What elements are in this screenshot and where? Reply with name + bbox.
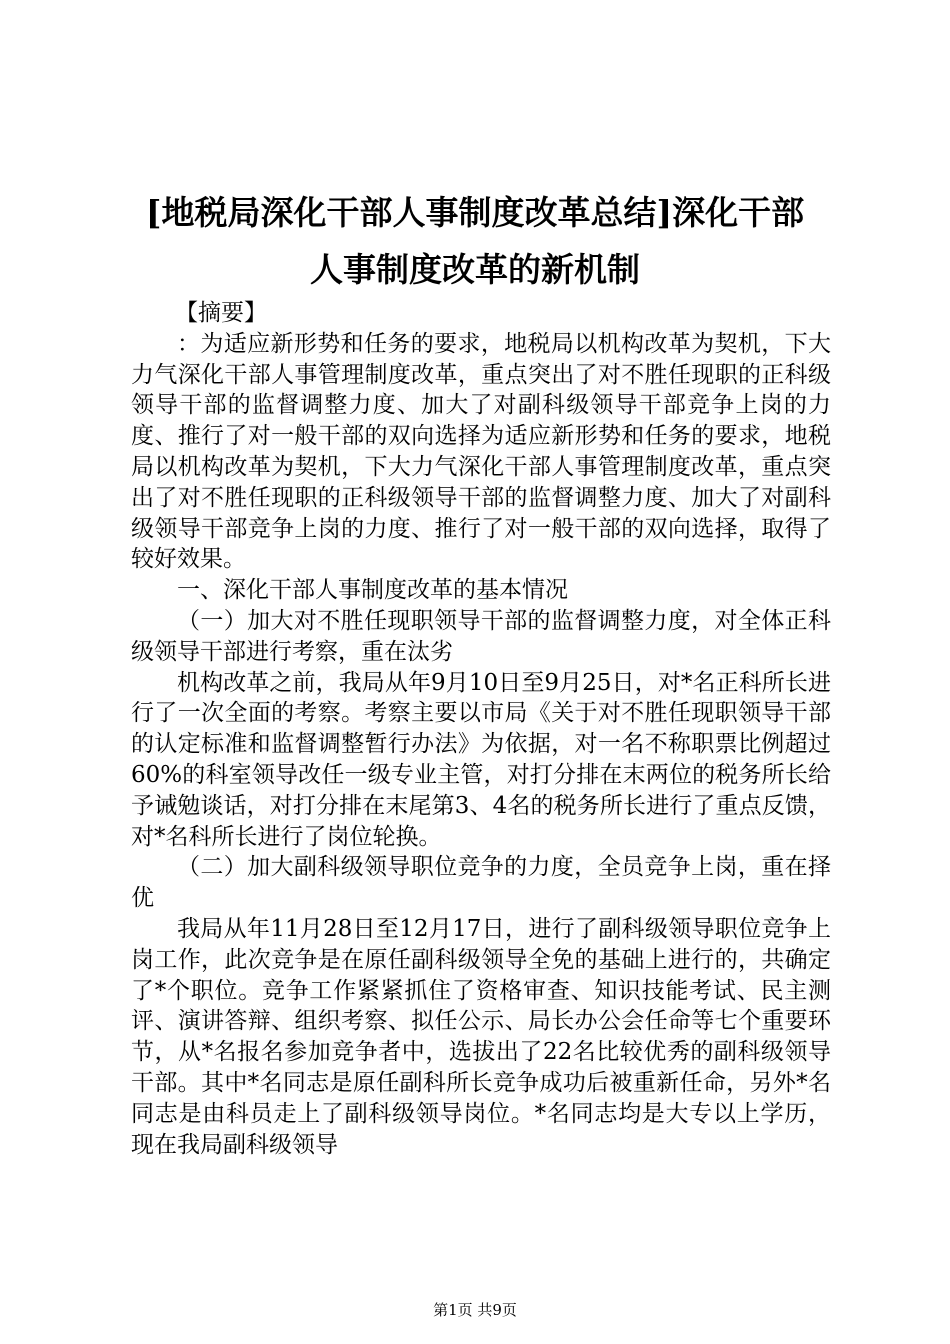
document-title-line-2: 人事制度改革的新机制 [310,250,640,289]
document-title-line-1: [地税局深化干部人事制度改革总结]深化干部 [145,193,805,232]
abstract-paragraph: ：为适应新形势和任务的要求，地税局以机构改革为契机，下大力气深化干部人事管理制度改革，重点突出了对不胜任现职的正科级领导干部的监督调整力度、加大了对副科级领导干部竞争上岗的力度、推行了对一般干部的双向选择为适应新形势和任务的要求，地税局以机构改革为契机，下大力气深化干部人事管理制度改革，重点突出了对不胜任现职的正科级领导干部的监督调整力度、加大了对副科级领导干部竞争上岗的力度、推行了对一般干部的双向选择，取得了较好效果。 [131,330,831,573]
subsection-body-2: 我局从年11月28日至12月17日，进行了副科级领导职位竞争上岗工作，此次竞争是在原任副科级领导全免的基础上进行的，共确定了*个职位。竞争工作紧紧抓住了资格审查、知识技能考试、民主测评、演讲答辩、组织考察、拟任公示、局长办公会任命等七个重要环节，从*名报名参加竞争者中，选拔出了22名比较优秀的副科级领导干部。其中*名同志是原任副科所长竞争成功后被重新任命，另外*名同志是由科员走上了副科级领导岗位。*名同志均是大专以上学历，现在我局副科级领导 [131,915,831,1158]
subsection-heading-2: （二）加大副科级领导职位竞争的力度，全员竞争上岗，重在择优 [131,854,831,912]
section-heading-1: 一、深化干部人事制度改革的基本情况 [177,577,568,604]
subsection-heading-1: （一）加大对不胜任现职领导干部的监督调整力度，对全体正科级领导干部进行考察，重在汰劣 [131,607,831,665]
document-body [131,298,831,1160]
subsection-body-1: 机构改革之前，我局从年9月10日至9月25日，对*名正科所长进行了一次全面的考察。考察主要以市局《关于对不胜任现职领导干部的认定标准和监督调整暂行办法》为依据，对一名不称职票比例超过60%的科室领导改任一级专业主管，对打分排在末两位的税务所长给予诫勉谈话，对打分排在末尾第3、4名的税务所长进行了重点反馈，对*名科所长进行了岗位轮换。 [131,669,831,850]
page-footer: 第1页 共9页 [433,1301,517,1319]
abstract-label: 【摘要】 [175,300,267,326]
